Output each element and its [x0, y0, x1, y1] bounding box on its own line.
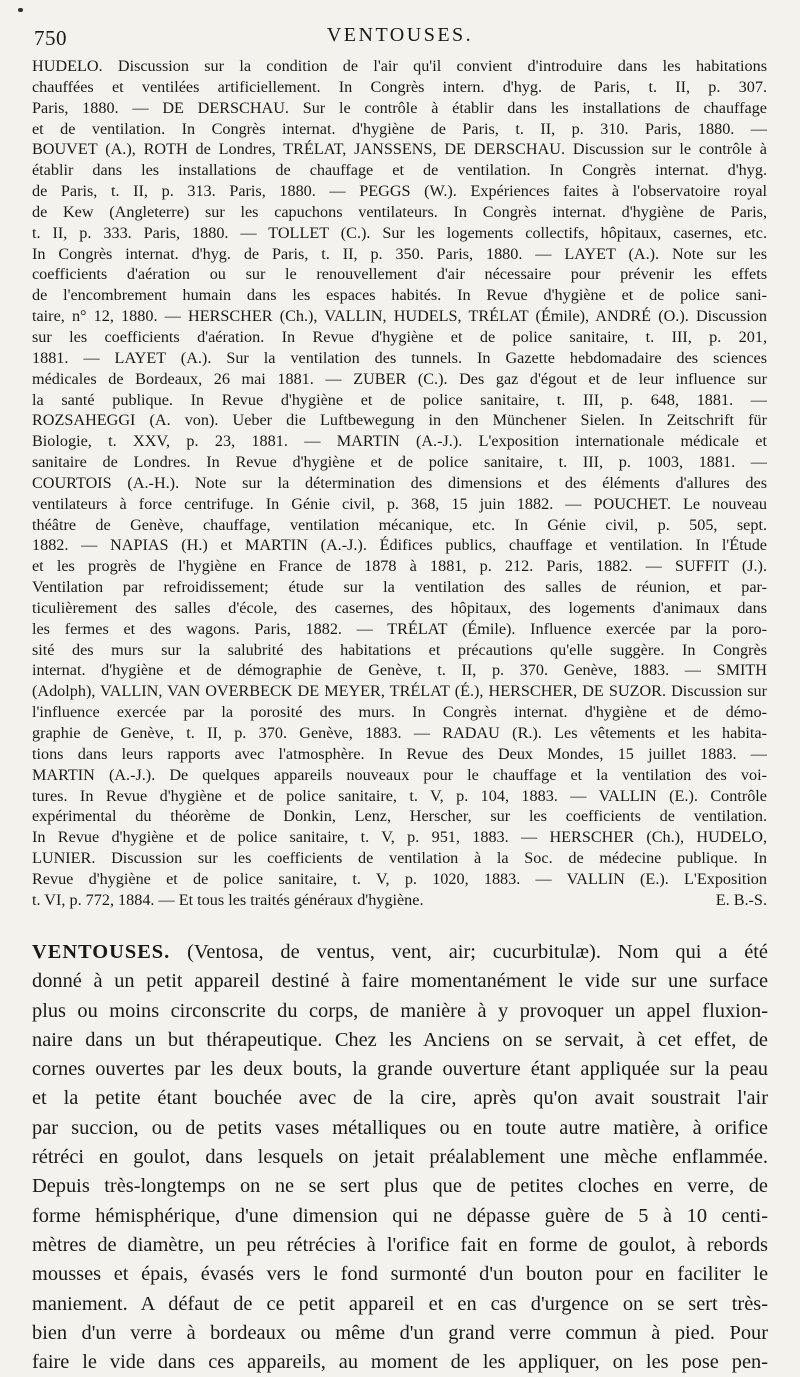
bibliography-line: LUNIER. Discussion sur les coefficients de ventilation à la Soc. de médecine publique. In: [32, 849, 767, 868]
bibliography-line: ticulièrement des salles d'école, des casernes, des hôpitaux, des logements d'animaux dans: [32, 598, 767, 617]
bibliography-line: 1882. — NAPIAS (H.) et MARTIN (A.-J.). Édifices publics, chauffage et ventilation. In l'Étude: [32, 536, 767, 555]
bibliography-line: Paris, 1880. — DE DERSCHAU. Sur le contrôle à établir dans les installations de chauffage: [32, 98, 767, 117]
bibliography-line: établir dans les installations de chauffage et de ventilation. In Congrès internat. d'hyg.: [32, 161, 767, 180]
article-line: mètres de diamètre, un peu rétrécies à l'orifice fait en forme de goulot, à rebords: [32, 1233, 768, 1256]
bibliography-line: chauffées et ventilées artificiellement. In Congrès intern. d'hyg. de Paris, t. II, p. 307.: [32, 77, 767, 96]
bibliography-line: sité des murs sur la salubrité des habitations et précautions qu'elle suggère. In Congrès: [32, 640, 767, 659]
bibliography-line: ventilateurs à force centrifuge. In Génie civil, p. 368, 15 juin 1882. — POUCHET. Le nouveau: [32, 494, 767, 513]
running-title: VENTOUSES.: [326, 24, 474, 46]
article-ventouses: [32, 938, 768, 1377]
article-first-line: [32, 938, 768, 967]
bibliography-line: HUDELO. Discussion sur la condition de l'air qu'il convient d'introduire dans les habitations: [32, 57, 767, 75]
article-line: mousses et épais, évasés vers le fond surmonté d'un bouton pour en faciliter le: [32, 1263, 768, 1286]
bibliography-line: théâtre de Genève, chauffage, ventilation mécanique, etc. In Génie civil, p. 505, sept.: [32, 515, 767, 534]
bibliography-line: Revue d'hygiène et de police sanitaire, t. V, p. 1020, 1883. — VALLIN (E.). L'Exposition: [32, 869, 767, 888]
bibliography-line: expérimental du théorème de Donkin, Lenz, Herscher, sur les coefficients de ventilation.: [32, 807, 767, 826]
bibliography-line: (Adolph), VALLIN, VAN OVERBECK DE MEYER, TRÉLAT (É.), HERSCHER, DE SUZOR. Discussion sur: [32, 682, 767, 701]
article-line: par succion, ou de petits vases métalliques ou en toute autre matière, à orifice: [32, 1116, 768, 1139]
bibliography-line: de Kew (Angleterre) sur les capuchons ventilateurs. In Congrès internat. d'hygiène de Paris,: [32, 202, 767, 221]
margin-mark: [18, 8, 23, 12]
bibliography-line: ROZSAHEGGI (A. von). Ueber die Luftbewegung in den Münchener Sielen. In Zeitschrift für: [32, 411, 767, 430]
bibliography-line: t. II, p. 333. Paris, 1880. — TOLLET (C.). Sur les logements collectifs, hôpitaux, casernes, etc.: [32, 223, 767, 242]
headword: VENTOUSES.: [32, 941, 171, 963]
bibliography-line: Biologie, t. XXV, p. 23, 1881. — MARTIN (A.-J.). L'exposition internationale médicale et: [32, 432, 767, 451]
article-line: plus ou moins circonscrite du corps, de manière à y provoquer un appel fluxion-: [32, 999, 768, 1022]
bibliography-line: MARTIN (A.-J.). De quelques appareils nouveaux pour le chauffage et la ventilation des voi-: [32, 765, 767, 784]
bibliography-line: de l'encombrement humain dans les espaces habités. In Revue d'hygiène et de police sani-: [32, 286, 767, 305]
bibliography-line: t. VI, p. 772, 1884. — Et tous les traités généraux d'hygiène.: [32, 890, 424, 909]
bibliography-line: Ventilation par refroidissement; étude sur la ventilation des salles de réunion, et par-: [32, 578, 767, 597]
page-number: 750: [34, 26, 67, 50]
bibliography-line: et les progrès de l'hygiène en France de 1878 à 1881, p. 212. Paris, 1882. — SUFFIT (J.).: [32, 557, 767, 576]
bibliography-last-line: [32, 890, 767, 911]
article-line: naire dans un but thérapeutique. Chez les Anciens on se servait, à cet effet, de: [32, 1028, 768, 1051]
bibliography-line: de Paris, t. II, p. 313. Paris, 1880. — PEGGS (W.). Expériences faites à l'observatoire royal: [32, 182, 767, 201]
bibliography-line: graphie de Genève, t. II, p. 370. Genève, 1883. — RADAU (R.). Les vêtements et les habita-: [32, 724, 767, 742]
bibliography-line: In Revue d'hygiène et de police sanitaire, t. V, p. 951, 1883. — HERSCHER (Ch.), HUDELO,: [32, 828, 767, 847]
article-line: maniement. A défaut de ce petit appareil et en cas d'urgence on se sert très-: [32, 1292, 768, 1315]
bibliography-line: coefficients d'aération ou sur le renouvellement d'air nécessaire pour prévenir les effets: [32, 265, 767, 284]
bibliography-line: tions dans leurs rapports avec l'atmosphère. In Revue des Deux Mondes, 15 juillet 1883. —: [32, 744, 767, 763]
article-line: rétréci en goulot, dans lesquels on jetait préalablement une mèche enflammée.: [32, 1146, 768, 1169]
bibliography-line: taire, n° 12, 1880. — HERSCHER (Ch.), VALLIN, HUDELS, TRÉLAT (Émile), ANDRÉ (O.). Discussion: [32, 307, 767, 326]
bibliography-line: sanitaire de Londres. In Revue d'hygiène et de police sanitaire, t. III, p. 1003, 1881. —: [32, 453, 767, 472]
etymology: (Ventosa, de ventus, vent, air; cucurbitulæ).: [187, 941, 601, 963]
bibliography-line: la santé publique. In Revue d'hygiène et de police sanitaire, t. III, p. 648, 1881. —: [32, 390, 767, 409]
bibliography-line: 1881. — LAYET (A.). Sur la ventilation des tunnels. In Gazette hebdomadaire des sciences: [32, 348, 767, 367]
bibliography-line: médicales de Bordeaux, 26 mai 1881. — ZUBER (C.). Des gaz d'égout et de leur influence sur: [32, 369, 767, 388]
bibliography-line: In Congrès internat. d'hyg. de Paris, t. II, p. 350. Paris, 1880. — LAYET (A.). Note sur les: [32, 244, 767, 263]
article-line: donné à un petit appareil destiné à faire momentanément le vide sur une surface: [32, 970, 768, 993]
bibliography-block: [32, 56, 767, 911]
bibliography-line: les fermes et des wagons. Paris, 1882. — TRÉLAT (Émile). Influence exercée par la poro-: [32, 619, 767, 638]
article-line: Depuis très-longtemps on ne se sert plus que de petites cloches en verre, de: [32, 1175, 768, 1198]
article-line: faire le vide dans ces appareils, au moment de les appliquer, on les pose pen-: [32, 1351, 768, 1374]
article-line: et la petite étant bouchée avec de la cire, après qu'on avait soustrait l'air: [32, 1087, 768, 1110]
article-line-text: Nom qui a été: [617, 941, 768, 963]
bibliography-line: sur les coefficients d'aération. In Revue d'hygiène et de police sanitaire, t. III, p. 201,: [32, 327, 767, 346]
author-signature: E. B.-S.: [715, 890, 767, 909]
bibliography-line: internat. d'hygiène et de démographie de Genève, t. II, p. 370. Genève, 1883. — SMITH: [32, 661, 767, 680]
bibliography-line: tures. In Revue d'hygiène et de police sanitaire, t. V, p. 104, 1883. — VALLIN (E.). Contrôle: [32, 786, 767, 805]
bibliography-line: et de ventilation. In Congrès internat. d'hygiène de Paris, t. II, p. 310. Paris, 1880. —: [32, 119, 767, 138]
bibliography-line: BOUVET (A.), ROTH de Londres, TRÉLAT, JANSSENS, DE DERSCHAU. Discussion sur le contrôle à: [32, 140, 767, 159]
page-header: [30, 22, 770, 52]
bibliography-line: COURTOIS (A.-H.). Note sur la détermination des dimensions et des éléments d'allures des: [32, 473, 767, 492]
article-line: bien d'un verre à bordeaux ou même d'un grand verre commun à pied. Pour: [32, 1321, 768, 1344]
article-line: cornes ouvertes par les deux bouts, la grande ouverture étant appliquée sur la peau: [32, 1058, 768, 1081]
article-line: forme hémisphérique, d'une dimension qui ne dépasse guère de 5 à 10 centi-: [32, 1204, 768, 1227]
bibliography-line: l'influence exercée par la porosité des murs. In Congrès internat. d'hygiène et de démo-: [32, 703, 767, 722]
